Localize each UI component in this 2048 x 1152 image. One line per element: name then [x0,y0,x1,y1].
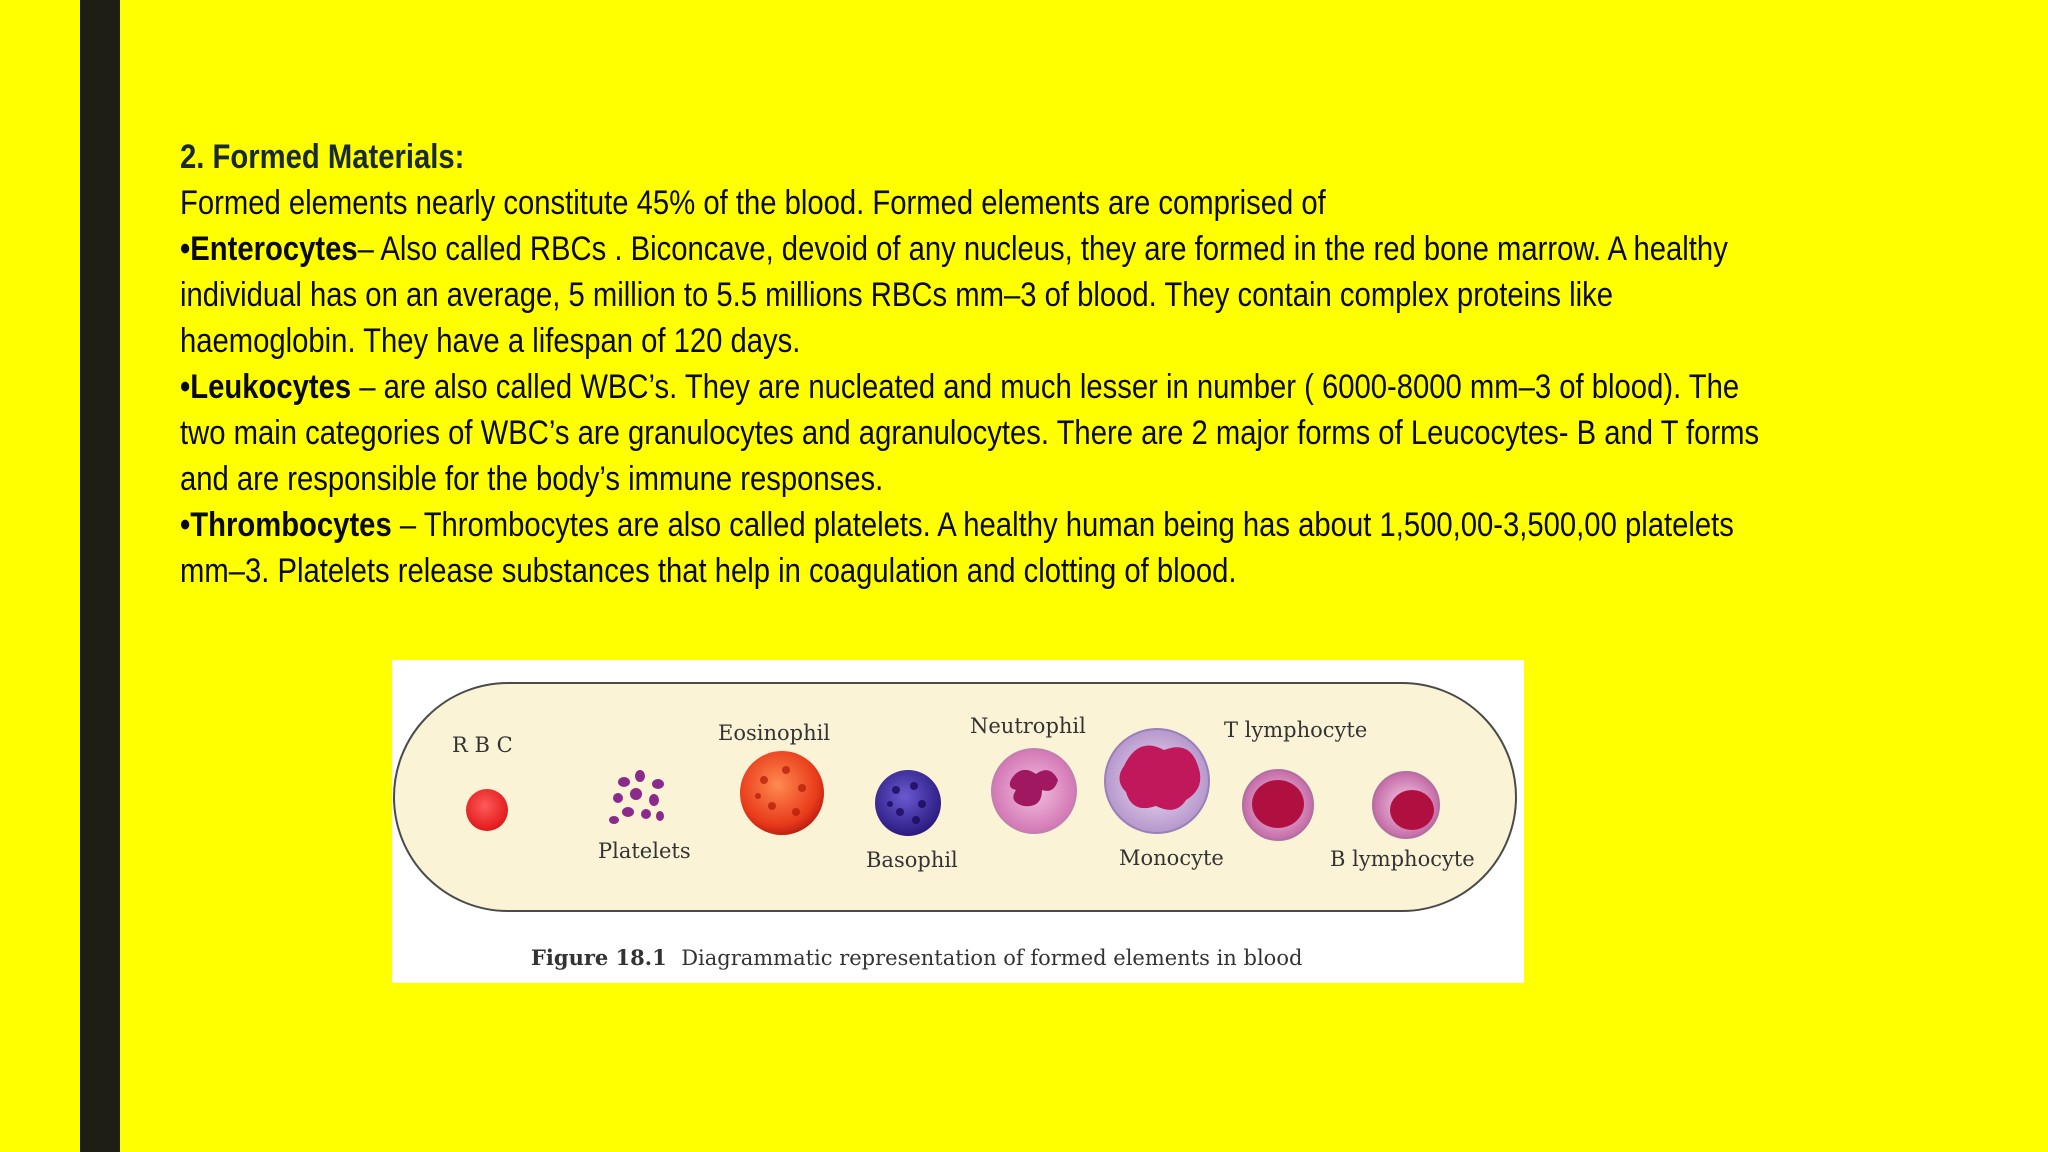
label-neutrophil: Neutrophil [970,714,1086,738]
t-lymphocyte-nucleus [1252,780,1304,828]
bullet-text: – Also called RBCs . Biconcave, devoid of any nucleus, they are formed in the red bone marrow. A healthy individual has on an average, 5 million to 5.5 millions RBCs mm–3 of blood. They contain complex proteins like haemoglobin. They have a lifespan of 120 days. [180,230,1728,360]
caption-label: Figure 18.1 [531,945,667,970]
label-t-lymphocyte: T lymphocyte [1224,718,1368,742]
bullet-marker: • [180,368,191,406]
bullet-text: – are also called WBC’s. They are nucleated and much lesser in number ( 6000-8000 mm–3 of blood). The two main categories of WBC’s are granulocytes and agranulocytes. There are 2 major forms of Leucocytes- B and T forms and are responsible for the body’s immune responses. [180,368,1760,498]
blood-cells-figure [392,660,1524,983]
bullet-term: Enterocytes [190,230,358,268]
bullet-thrombocytes [180,502,1762,594]
label-rbc: R B C [452,733,513,757]
bullet-leukocytes [180,364,1762,502]
slide-content [180,134,1762,594]
label-monocyte: Monocyte [1119,846,1224,870]
caption-text: Diagrammatic representation of formed elements in blood [681,946,1303,970]
bullet-marker: • [180,230,191,268]
label-basophil: Basophil [866,848,958,872]
bullet-term: Thrombocytes [190,506,392,544]
bullet-term: Leukocytes [190,368,352,406]
label-platelets: Platelets [598,839,691,863]
bullet-enterocytes [180,226,1762,364]
blood-cells-diagram [392,660,1524,983]
label-eosinophil: Eosinophil [718,721,831,745]
basophil-cell [875,770,941,836]
b-lymphocyte-nucleus [1390,790,1434,830]
eosinophil-cell [740,751,824,835]
figure-caption [531,945,1302,970]
rbc-cell [466,789,508,831]
left-accent-bar [80,0,120,1152]
intro-paragraph: Formed elements nearly constitute 45% of the blood. Formed elements are comprised of [180,184,1326,222]
bullet-marker: • [180,506,191,544]
section-heading: 2. Formed Materials: [180,138,465,176]
label-b-lymphocyte: B lymphocyte [1330,847,1475,871]
bullet-text: – Thrombocytes are also called platelets. A healthy human being has about 1,500,00-3,500,00 platelets mm–3. Platelets release substances that help in coagulation and clotting of blood. [180,506,1734,590]
